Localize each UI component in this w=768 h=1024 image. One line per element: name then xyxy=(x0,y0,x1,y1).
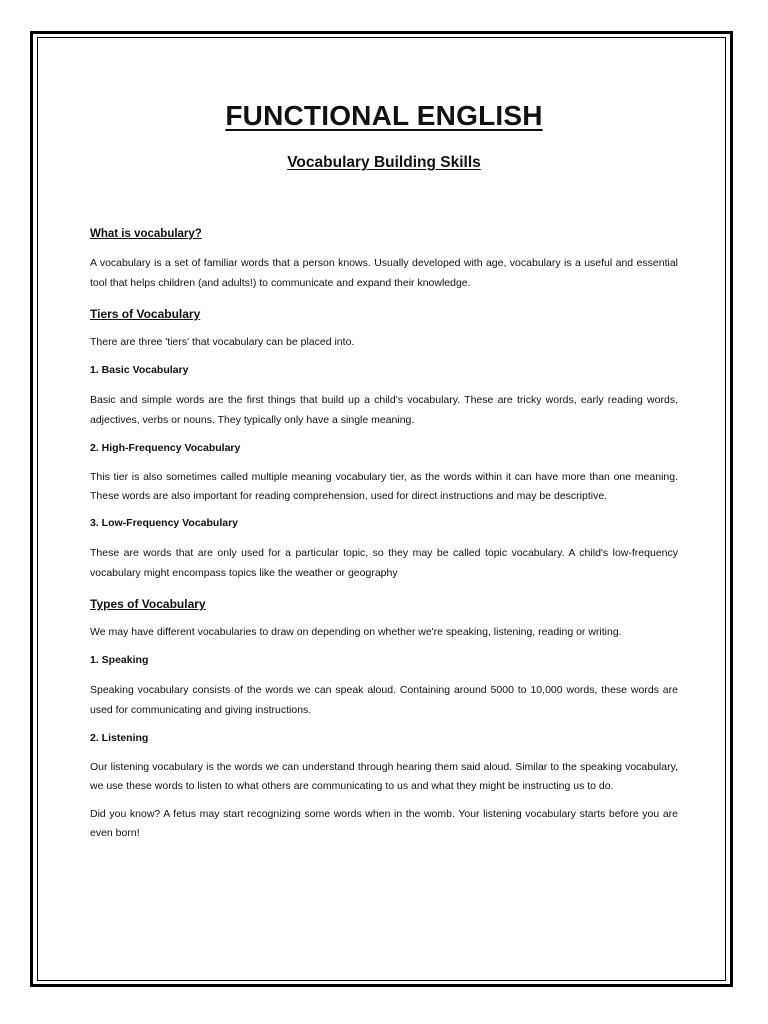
section-heading-tiers: Tiers of Vocabulary xyxy=(90,307,201,321)
document-title: FUNCTIONAL ENGLISH xyxy=(225,100,543,131)
subheading-listening: 2. Listening xyxy=(90,732,149,744)
document-body xyxy=(90,96,678,852)
paragraph-what-is: A vocabulary is a set of familiar words that a person knows. Usually developed with age, vocabulary is a useful and essential tool that helps children (and adults!) to communicate and expand their knowledge. xyxy=(90,257,678,289)
document-subtitle: Vocabulary Building Skills xyxy=(287,154,481,171)
paragraph-basic-vocabulary: Basic and simple words are the first things that build up a child's vocabulary. These are tricky words, early reading words, adjectives, verbs or nouns. They typically only have a single meaning. xyxy=(90,394,678,426)
paragraph-listening: Our listening vocabulary is the words we can understand through hearing them said aloud. Similar to the speaking vocabulary, we use these words to listen to what others are communicating to us and what they might be instructing us to do. xyxy=(90,761,678,792)
paragraph-tiers-intro: There are three 'tiers' that vocabulary can be placed into. xyxy=(90,336,355,348)
paragraph-high-frequency: This tier is also sometimes called multiple meaning vocabulary tier, as the words within it can have more than one meaning. These words are also important for reading comprehension, used for direct instructions and may be descriptive. xyxy=(90,471,678,502)
section-heading-types: Types of Vocabulary xyxy=(90,597,206,611)
section-heading-what-is: What is vocabulary? xyxy=(90,228,202,240)
subheading-basic-vocabulary: 1. Basic Vocabulary xyxy=(90,364,189,376)
subheading-high-frequency: 2. High-Frequency Vocabulary xyxy=(90,442,241,454)
paragraph-types-intro: We may have different vocabularies to draw on depending on whether we're speaking, listening, reading or writing. xyxy=(90,626,622,638)
subheading-low-frequency: 3. Low-Frequency Vocabulary xyxy=(90,517,239,529)
paragraph-did-you-know: Did you know? A fetus may start recognizing some words when in the womb. Your listening vocabulary starts before you are even born! xyxy=(90,808,678,839)
subheading-speaking: 1. Speaking xyxy=(90,654,149,666)
paragraph-low-frequency: These are words that are only used for a particular topic, so they may be called topic vocabulary. A child's low-frequency vocabulary might encompass topics like the weather or geography xyxy=(90,547,678,579)
paragraph-speaking: Speaking vocabulary consists of the words we can speak aloud. Containing around 5000 to 10,000 words, these words are used for communicating and giving instructions. xyxy=(90,684,678,716)
